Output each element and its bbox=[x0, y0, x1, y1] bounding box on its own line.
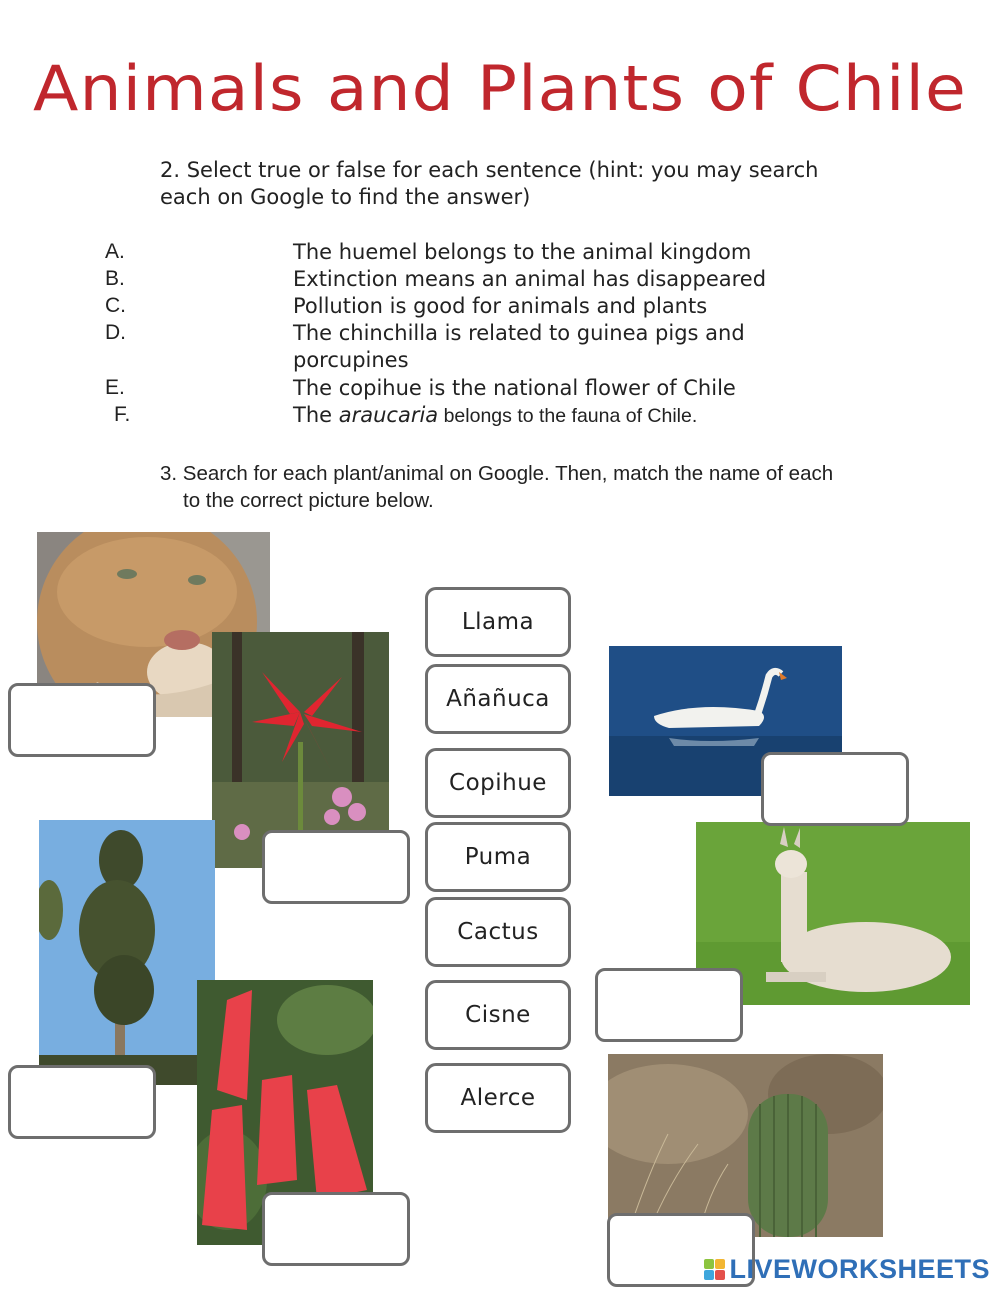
sentence-f-post: belongs to the fauna of Chile. bbox=[438, 405, 698, 427]
answer-box-alerce[interactable] bbox=[8, 1065, 156, 1139]
answer-box-puma[interactable] bbox=[8, 683, 156, 757]
sentence-letter-c: C. bbox=[105, 294, 126, 317]
sentence-letter-f: F. bbox=[114, 403, 131, 426]
sentence-d-line-1: The chinchilla is related to guinea pigs and bbox=[293, 321, 745, 345]
word-puma[interactable]: Puma bbox=[425, 822, 571, 892]
word-ananuca[interactable]: Añañuca bbox=[425, 664, 571, 734]
word-copihue[interactable]: Copihue bbox=[425, 748, 571, 818]
question-2-line-2: each on Google to find the answer) bbox=[160, 185, 531, 209]
word-cisne[interactable]: Cisne bbox=[425, 980, 571, 1050]
word-alerce[interactable]: Alerce bbox=[425, 1063, 571, 1133]
question-3-line-2: to the correct picture below. bbox=[183, 489, 434, 512]
question-2-line-1: 2. Select true or false for each sentence (hint: you may search bbox=[160, 158, 819, 182]
sentence-e: The copihue is the national flower of Chile bbox=[293, 376, 736, 400]
sentence-c: Pollution is good for animals and plants bbox=[293, 294, 708, 318]
sentence-d bbox=[293, 320, 853, 374]
sentence-letter-d: D. bbox=[105, 321, 126, 344]
sentence-f bbox=[293, 402, 853, 430]
alerce-photo bbox=[39, 820, 215, 1085]
logo-text: LIVEWORKSHEETS bbox=[729, 1254, 990, 1284]
answer-box-llama[interactable] bbox=[595, 968, 743, 1042]
liveworksheets-logo bbox=[704, 1254, 990, 1285]
question-3-instruction bbox=[160, 460, 950, 514]
sentence-letter-a: A. bbox=[105, 240, 125, 263]
word-llama[interactable]: Llama bbox=[425, 587, 571, 657]
page-title: Animals and Plants of Chile bbox=[33, 52, 967, 125]
answer-box-swan[interactable] bbox=[761, 752, 909, 826]
answer-box-ananuca[interactable] bbox=[262, 830, 410, 904]
cactus-photo bbox=[608, 1054, 883, 1237]
sentence-f-pre: The bbox=[293, 403, 339, 427]
sentence-a: The huemel belongs to the animal kingdom bbox=[293, 240, 752, 264]
logo-mark-icon bbox=[704, 1259, 725, 1280]
sentence-d-line-2: porcupines bbox=[293, 348, 409, 372]
sentence-b: Extinction means an animal has disappeared bbox=[293, 267, 767, 291]
question-3-line-1: 3. Search for each plant/animal on Google. Then, match the name of each bbox=[160, 462, 834, 485]
question-2-instruction bbox=[160, 157, 920, 211]
sentence-letter-b: B. bbox=[105, 267, 125, 290]
sentence-f-italic: araucaria bbox=[338, 403, 439, 427]
sentence-letter-e: E. bbox=[105, 376, 125, 399]
answer-box-copihue[interactable] bbox=[262, 1192, 410, 1266]
word-cactus[interactable]: Cactus bbox=[425, 897, 571, 967]
